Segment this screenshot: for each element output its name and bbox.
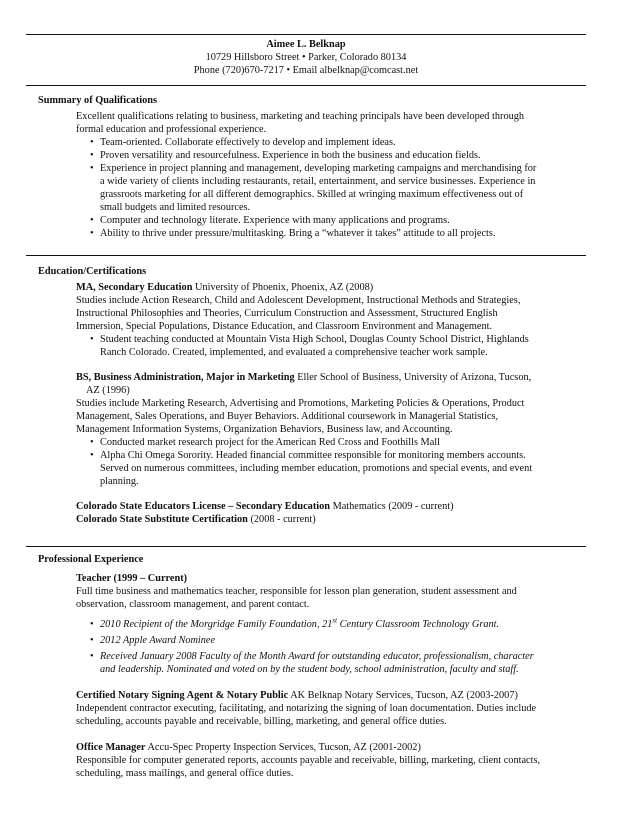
bs-year: AZ (1996) — [86, 385, 130, 396]
bs-studies-line: Management Information Systems, Organization Behaviors, Business law, and Accounting. — [76, 424, 453, 435]
bs-heading: BS, Business Administration, Major in Marketing Eller School of Business, University of Arizona, Tucson, — [76, 372, 532, 383]
ma-studies-line: Instructional Philosophies and Theories, Curriculum Construction and Assessment, Structured English — [76, 308, 498, 319]
bullet-icon: • — [90, 163, 94, 174]
bs-studies-line: Management, Sales Operations, and Buyer Behaviors. Additional coursework in Managerial Statistics, — [76, 411, 499, 422]
bullet-icon: • — [90, 228, 94, 239]
header-bottom-rule — [26, 85, 586, 86]
summary-bullet: • Proven versatility and resourcefulness. Experience in both the business and education fields. — [90, 150, 481, 161]
notary-desc-line: scheduling, accounts payable and receivable, billing, marketing, and general office duties. — [76, 716, 447, 727]
ma-bullet: • Student teaching conducted at Mountain Vista High School, Douglas County School District, Highlands Ranch Colorado. Created, implemented, and evaluated a comprehensive teacher work sample. — [90, 334, 529, 358]
candidate-name: Aimee L. Belknap — [266, 39, 346, 50]
notary-heading: Certified Notary Signing Agent & Notary Public AK Belknap Notary Services, Tucson, AZ (2003-2007) — [76, 690, 518, 701]
bullet-icon: • — [90, 334, 94, 345]
summary-bullet-list — [76, 136, 576, 240]
bullet-icon: • — [90, 437, 94, 448]
summary-bullet: • Computer and technology literate. Experience with many applications and programs. — [90, 215, 450, 226]
bs-studies-line: Studies include Marketing Research, Advertising and Promotions, Marketing Policies & Operations, Product — [76, 398, 525, 409]
summary-bottom-rule — [26, 255, 586, 256]
bs-bullet: • Conducted market research project for the American Red Cross and Foothills Mall — [90, 437, 440, 448]
license-educator: Colorado State Educators License – Secondary Education Mathematics (2009 - current) — [76, 501, 454, 512]
bs-bullet: • Alpha Chi Omega Sorority. Headed financial committee responsible for monitoring members accounts. Served on numerous committees, including member education, promotions and special events, and event planning. — [90, 450, 533, 487]
summary-bullet: • Ability to thrive under pressure/multitasking. Bring a “whatever it takes” attitude to all projects. — [90, 228, 496, 239]
summary-section-title: Summary of Qualifications — [38, 95, 157, 106]
experience-section — [76, 572, 576, 780]
summary-bullet: • Experience in project planning and management, developing marketing campaigns and merchandising for a wide variety of clients including restaurants, retail, entertainment, and service businesses. Experience in grassroots marketing for all different demographics. Skilled at wringing maximum effectiveness out of small budgets and limited resources. — [90, 163, 537, 213]
education-bottom-rule — [26, 546, 586, 547]
summary-intro-2: formal education and professional experience. — [76, 124, 267, 135]
award-item: • 2012 Apple Award Nominee — [90, 635, 216, 646]
ma-studies-line: Studies include Action Research, Child and Adolescent Development, Instructional Methods and Strategies, — [76, 295, 521, 306]
bullet-icon: • — [90, 619, 94, 630]
bullet-icon: • — [90, 137, 94, 148]
ma-bullet-list — [76, 333, 576, 359]
summary-bullet: • Team-oriented. Collaborate effectively to develop and implement ideas. — [90, 137, 396, 148]
summary-section — [76, 110, 576, 240]
award-item: • 2010 Recipient of the Morgridge Family Foundation, 21st Century Classroom Technology Grant. — [90, 616, 500, 630]
ma-heading: MA, Secondary Education University of Phoenix, Phoenix, AZ (2008) — [76, 282, 374, 293]
bullet-icon: • — [90, 651, 94, 662]
teacher-desc-line: observation, classroom management, and parent contact. — [76, 599, 310, 610]
award-item: • Received January 2008 Faculty of the Month Award for outstanding educator, professionalism, character and leadership. Nominated and voted on by the student body, school administration, faculty and staff. — [90, 651, 534, 675]
office-desc-line: Responsible for computer generated reports, accounts payable and receivable, billing, marketing, client contacts, — [76, 755, 541, 766]
license-substitute: Colorado State Substitute Certification (2008 - current) — [76, 514, 316, 525]
teacher-title: Teacher (1999 – Current) — [76, 573, 188, 584]
bullet-icon: • — [90, 450, 94, 461]
ma-studies-line: Immersion, Special Populations, Distance Education, and Classroom Environment and Management. — [76, 321, 493, 332]
bullet-icon: • — [90, 215, 94, 226]
office-heading: Office Manager Accu-Spec Property Inspection Services, Tucson, AZ (2001-2002) — [76, 742, 421, 753]
education-section-title: Education/Certifications — [38, 266, 147, 277]
education-section — [76, 281, 576, 526]
bs-bullet-list — [76, 436, 576, 488]
teacher-desc-line: Full time business and mathematics teacher, responsible for lesson plan generation, student assessment and — [76, 586, 517, 597]
address-line: 10729 Hillsboro Street • Parker, Colorado 80134 — [205, 52, 407, 63]
contact-line: Phone (720)670-7217 • Email albelknap@comcast.net — [193, 65, 419, 76]
office-desc-line: scheduling, mass mailings, and general office duties. — [76, 768, 294, 779]
resume-header — [26, 38, 586, 77]
experience-section-title: Professional Experience — [38, 554, 144, 565]
summary-intro-1: Excellent qualifications relating to business, marketing and teaching principals have been developed through — [76, 111, 525, 122]
notary-desc-line: Independent contractor executing, facilitating, and notarizing the signing of loan documentation. Duties include — [76, 703, 537, 714]
bullet-icon: • — [90, 635, 94, 646]
top-rule — [26, 34, 586, 35]
teacher-award-list — [76, 618, 576, 676]
bullet-icon: • — [90, 150, 94, 161]
